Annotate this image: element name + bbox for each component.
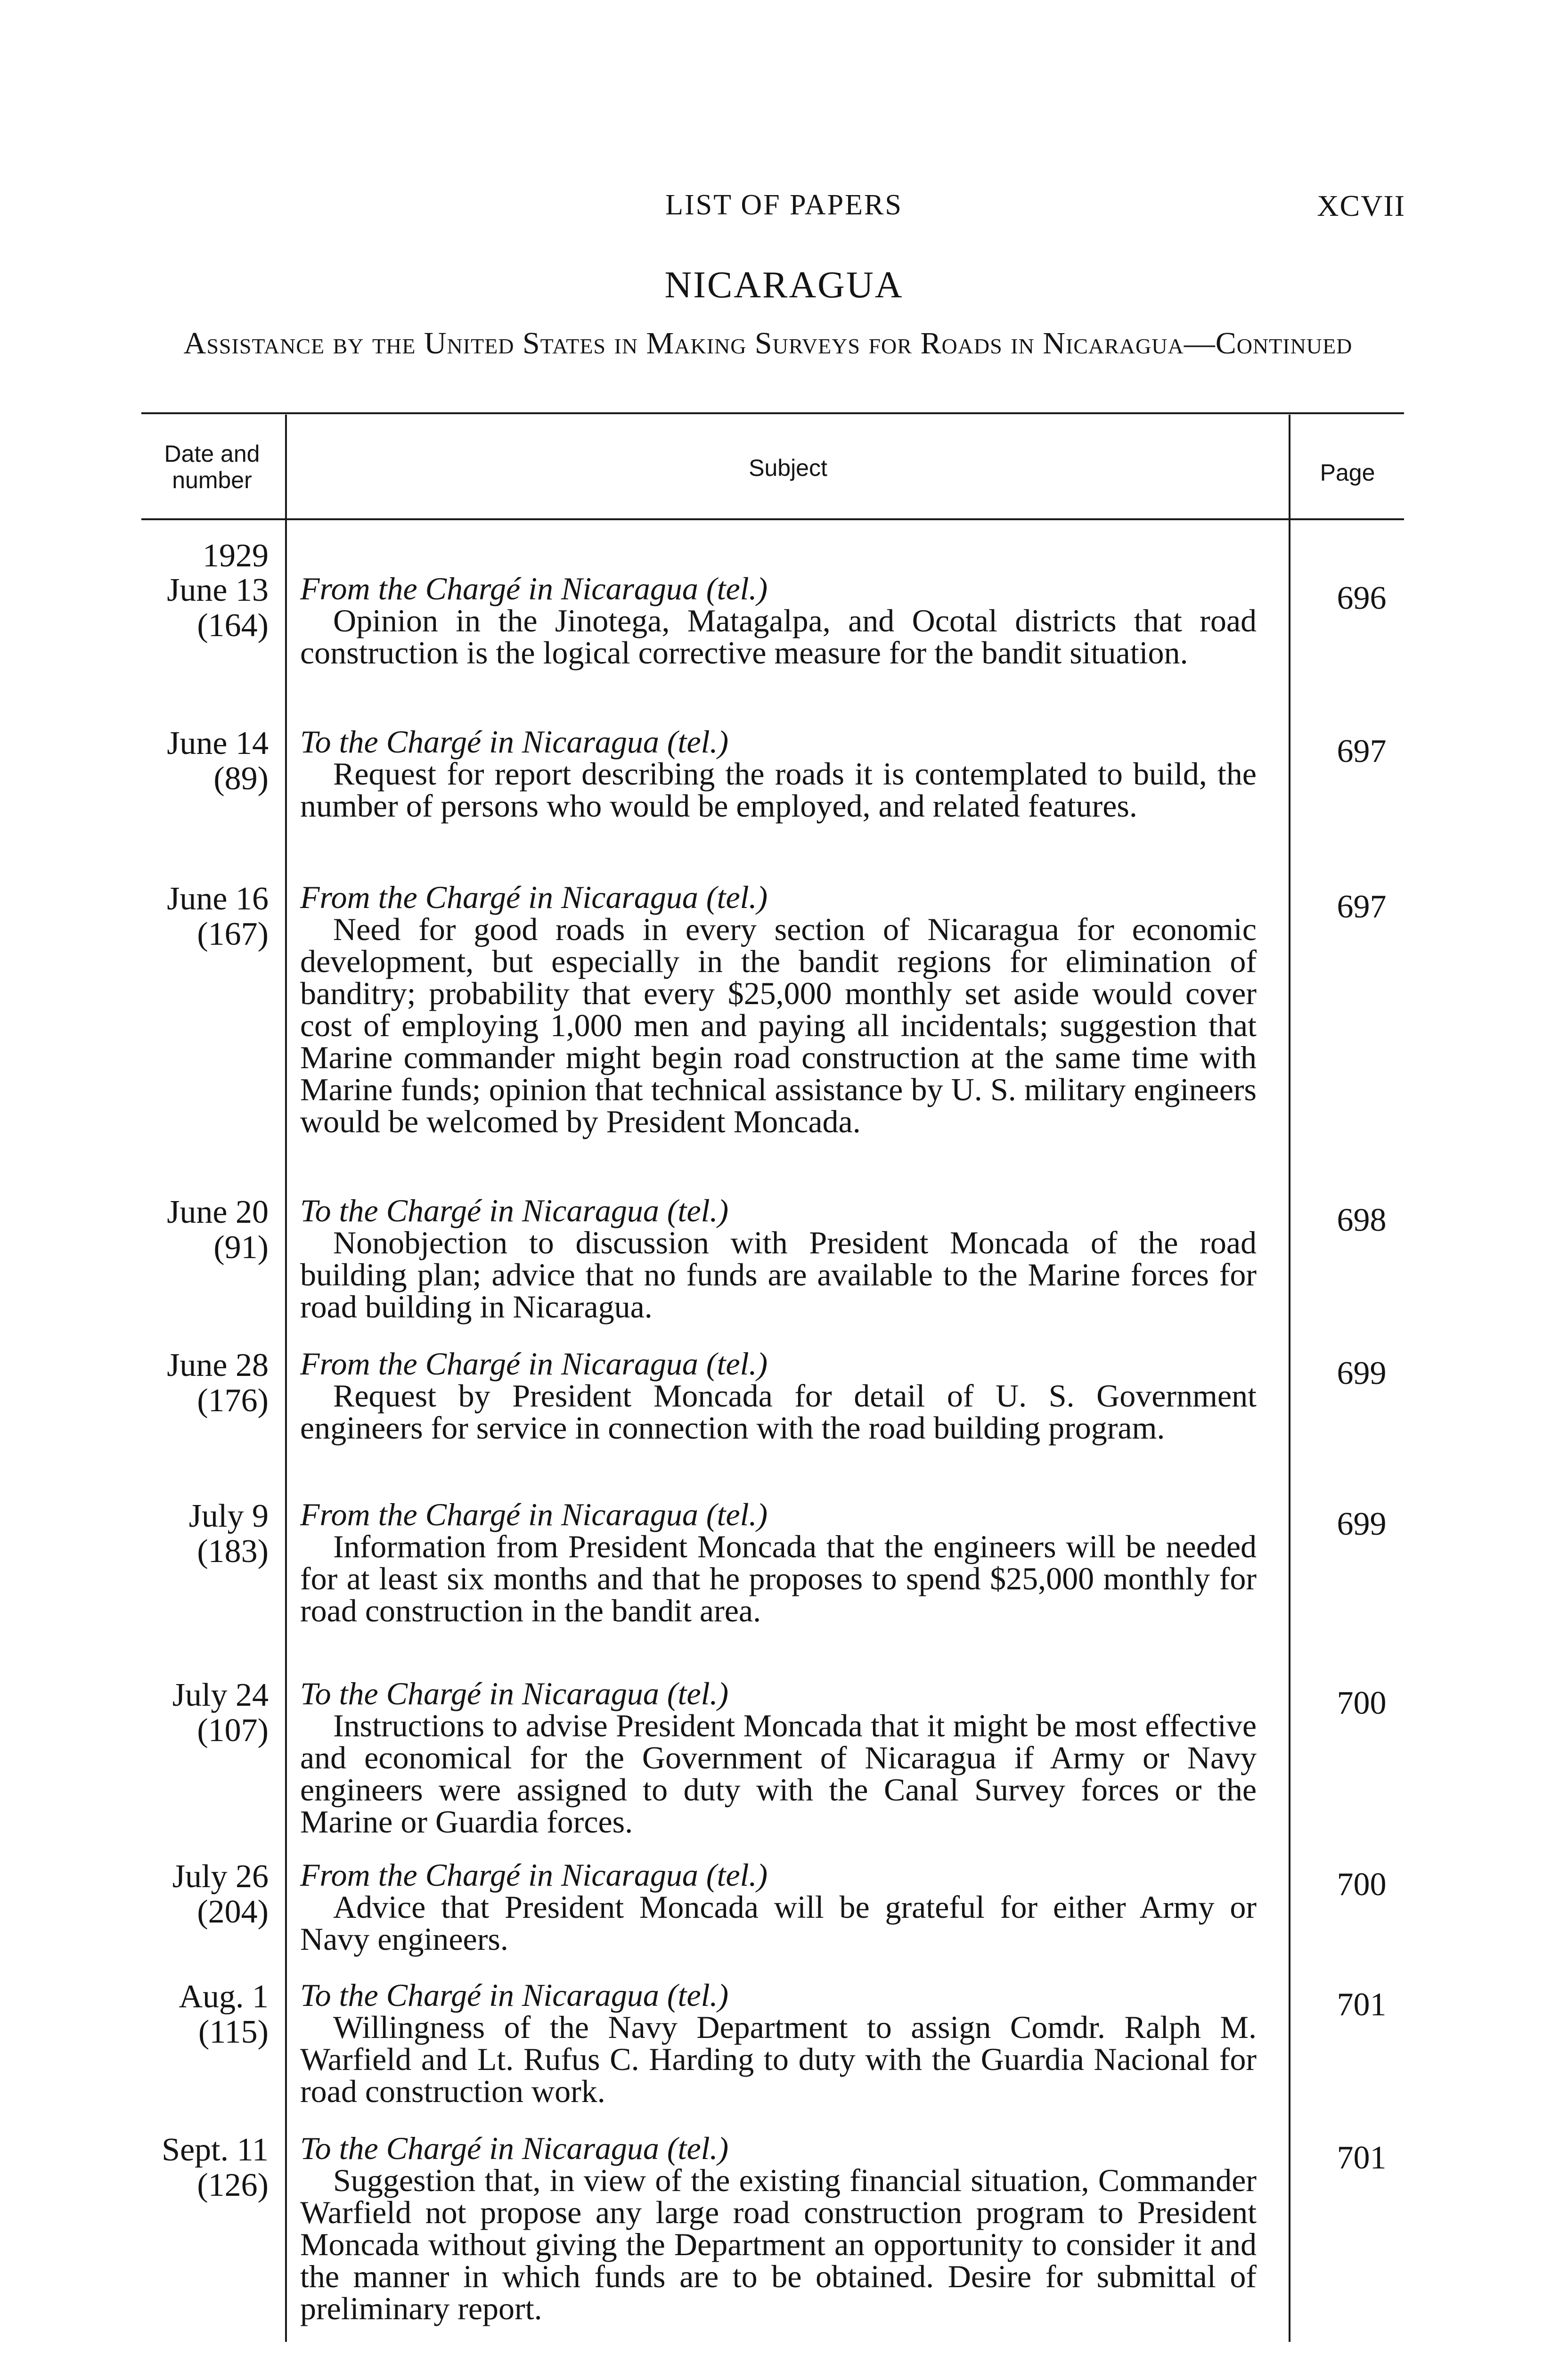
entry-via: To the Chargé in Nicaragua (tel.)	[300, 1977, 729, 2013]
entry-number: (204)	[197, 1894, 269, 1930]
entry-number: (91)	[213, 1229, 269, 1266]
entry-date: Aug. 1	[179, 1979, 269, 2015]
entry-number: (115)	[198, 2014, 269, 2050]
entry-date: June 28	[167, 1347, 269, 1383]
entry-page: 701	[1337, 2140, 1387, 2176]
column-divider-left	[285, 415, 287, 2342]
entry-page: 697	[1337, 889, 1387, 925]
entry-via: To the Chargé in Nicaragua (tel.)	[300, 724, 729, 760]
entry-subject	[300, 573, 1257, 669]
entry-page: 696	[1337, 580, 1387, 616]
entry-summary: Opinion in the Jinotega, Matagalpa, and Ocotal districts that road construction is the logical corrective measure for the bandit situation.	[300, 603, 1257, 671]
entry-date: July 24	[172, 1677, 269, 1713]
entry-subject	[300, 1677, 1257, 1838]
entry-summary: Need for good roads in every section of Nicaragua for economic development, but especially in the bandit regions for elimination of banditry; probability that every $25,000 monthly set aside would cover cost of employing 1,000 men and paying all incidentals; suggestion that Marine commander might begin road construction at the same time with Marine funds; opinion that technical assistance by U. S. military engineers would be welcomed by President Moncada.	[300, 911, 1257, 1139]
entry-summary: Advice that President Moncada will be grateful for either Army or Navy engineers.	[300, 1889, 1257, 1957]
entry-via: To the Chargé in Nicaragua (tel.)	[300, 2130, 729, 2166]
entry-page: 700	[1337, 1866, 1387, 1903]
entry-summary: Instructions to advise President Moncada that it might be most effective and economical for the Government of Nicaragua if Army or Navy engineers were assigned to duty with the Canal Survey forces or the Marine or Guardia forces.	[300, 1708, 1257, 1840]
entry-number: (164)	[197, 607, 269, 644]
entry-subject	[300, 881, 1257, 1137]
entry-summary: Information from President Moncada that the engineers will be needed for at least six months and that he proposes to spend $25,000 monthly for road construction in the bandit area.	[300, 1529, 1257, 1628]
entry-summary: Suggestion that, in view of the existing financial situation, Commander Warfield not propose any large road construction program to President Moncada without giving the Department an opportunity to consider it and the manner in which funds are to be obtained. Desire for submittal of preliminary report.	[300, 2162, 1257, 2326]
entry-via: From the Chargé in Nicaragua (tel.)	[300, 1497, 768, 1532]
entry-subject	[300, 1979, 1257, 2107]
entry-subject	[300, 1194, 1257, 1323]
entry-date: June 14	[167, 725, 269, 761]
year-label: 1929	[203, 538, 269, 574]
running-title: LIST OF PAPERS	[665, 189, 903, 221]
entry-via: From the Chargé in Nicaragua (tel.)	[300, 1346, 768, 1382]
entry-page: 698	[1337, 1202, 1387, 1238]
header-bottom-rule	[141, 518, 1404, 520]
entry-number: (89)	[213, 761, 269, 797]
entry-date: June 20	[167, 1194, 269, 1230]
column-header-page: Page	[1320, 459, 1375, 486]
entry-date: June 16	[167, 881, 269, 917]
table-top-rule	[141, 412, 1404, 414]
column-header-date-number-label: Date and number	[164, 441, 260, 493]
entry-number: (183)	[197, 1533, 269, 1570]
entry-page: 699	[1337, 1506, 1387, 1542]
entry-via: To the Chargé in Nicaragua (tel.)	[300, 1193, 729, 1228]
entry-summary: Willingness of the Navy Department to assign Comdr. Ralph M. Warfield and Lt. Rufus C. Harding to duty with the Guardia Nacional for road construction work.	[300, 2009, 1257, 2109]
entry-subject	[300, 726, 1257, 822]
entry-via: From the Chargé in Nicaragua (tel.)	[300, 1857, 768, 1893]
entry-page: 701	[1337, 1987, 1387, 2023]
entry-page: 700	[1337, 1685, 1387, 1721]
entry-number: (176)	[197, 1383, 269, 1419]
entry-subject	[300, 1348, 1257, 1444]
entry-date: June 13	[167, 572, 269, 608]
entry-via: From the Chargé in Nicaragua (tel.)	[300, 571, 768, 606]
entry-summary: Request for report describing the roads it is contemplated to build, the number of persons who would be employed, and related features.	[300, 756, 1257, 824]
section-title: Assistance by the United States in Making Surveys for Roads in Nicaragua—Continued	[183, 326, 1353, 360]
entry-via: To the Chargé in Nicaragua (tel.)	[300, 1676, 729, 1711]
entry-subject	[300, 2132, 1257, 2324]
entry-date: July 9	[188, 1498, 269, 1534]
entry-date: Sept. 11	[162, 2132, 269, 2168]
entry-summary: Request by President Moncada for detail of U. S. Government engineers for service in connection with the road building program.	[300, 1378, 1257, 1446]
country-heading: NICARAGUA	[664, 264, 904, 306]
entry-via: From the Chargé in Nicaragua (tel.)	[300, 879, 768, 915]
entry-date: July 26	[172, 1858, 269, 1895]
entry-subject	[300, 1859, 1257, 1955]
entry-summary: Nonobjection to discussion with President Moncada of the road building plan; advice that no funds are available to the Marine forces for road building in Nicaragua.	[300, 1225, 1257, 1325]
entry-page: 699	[1337, 1355, 1387, 1391]
column-header-subject: Subject	[749, 455, 827, 481]
entry-number: (107)	[197, 1712, 269, 1749]
entry-page: 697	[1337, 733, 1387, 769]
column-header-date-number	[141, 441, 283, 493]
entry-number: (126)	[197, 2167, 269, 2203]
entry-subject	[300, 1498, 1257, 1627]
column-divider-right	[1289, 415, 1290, 2342]
page-number-roman: XCVII	[1317, 189, 1405, 222]
entry-number: (167)	[197, 916, 269, 952]
